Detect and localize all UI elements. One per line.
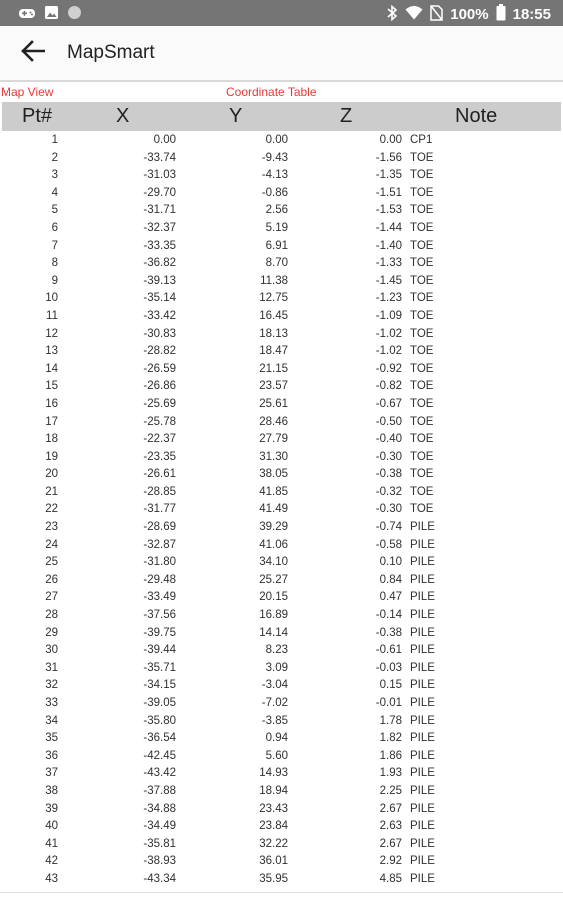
cell-x: -34.49 [143, 820, 176, 833]
table-row[interactable] [2, 132, 561, 150]
cell-note: PILE [410, 820, 435, 833]
table-row[interactable] [2, 396, 561, 414]
cell-note: TOE [410, 309, 434, 322]
cell-x: -33.42 [143, 309, 176, 322]
cell-x: -34.15 [143, 679, 176, 692]
cell-x: -39.13 [143, 274, 176, 287]
cell-z: 1.86 [379, 749, 402, 762]
cell-pt: 33 [45, 697, 58, 709]
cell-x: -39.05 [143, 697, 176, 709]
cell-note: PILE [410, 626, 435, 639]
cell-y: -4.13 [261, 169, 288, 182]
cell-pt: 19 [45, 450, 58, 463]
table-row[interactable] [2, 537, 561, 555]
cell-y: 39.29 [259, 521, 288, 534]
bottom-divider [0, 892, 563, 893]
cell-x: -23.35 [143, 450, 176, 463]
cell-pt: 7 [51, 239, 58, 252]
cell-z: -1.56 [375, 151, 402, 164]
cell-pt: 21 [45, 485, 58, 498]
cell-note: TOE [410, 186, 434, 199]
cell-z: 0.00 [379, 134, 402, 146]
cell-z: -1.45 [375, 274, 402, 287]
cell-note: PILE [410, 573, 435, 586]
cell-y: 31.30 [259, 450, 288, 463]
cell-x: -31.80 [143, 556, 176, 569]
cell-z: -1.44 [375, 221, 402, 234]
cell-z: -0.67 [375, 397, 402, 410]
cell-x: -35.71 [143, 661, 176, 674]
cell-z: -1.51 [375, 186, 402, 199]
cell-note: PILE [410, 802, 435, 815]
cell-z: -0.38 [375, 468, 402, 481]
cell-y: 0.94 [265, 732, 288, 745]
cell-x: -32.37 [143, 221, 176, 234]
cell-z: 2.92 [379, 855, 402, 868]
cell-y: 16.45 [259, 309, 288, 322]
cell-x: -39.44 [143, 644, 176, 657]
header-z: Z [340, 105, 353, 127]
cell-pt: 22 [45, 503, 58, 516]
cell-pt: 40 [45, 820, 58, 833]
no-sim-icon [430, 5, 443, 25]
cell-y: -3.85 [261, 714, 288, 727]
bluetooth-icon [386, 5, 398, 25]
cell-pt: 14 [45, 362, 58, 375]
cell-pt: 30 [45, 644, 58, 657]
cell-x: 0.00 [153, 134, 176, 146]
cell-y: 0.00 [265, 134, 288, 146]
gamepad-icon [18, 6, 36, 25]
cell-pt: 23 [45, 521, 58, 534]
cell-note: TOE [410, 151, 434, 164]
cell-pt: 2 [51, 151, 58, 164]
cell-note: TOE [410, 433, 434, 446]
cell-x: -35.14 [143, 292, 176, 305]
cell-note: CP1 [410, 134, 433, 146]
status-bar-system [386, 4, 551, 25]
cell-note: TOE [410, 239, 434, 252]
cell-pt: 11 [46, 309, 58, 322]
cell-z: -1.09 [375, 309, 402, 322]
table-row[interactable] [2, 238, 561, 256]
cell-y: 8.23 [265, 644, 288, 657]
cell-z: 0.47 [379, 591, 402, 604]
cell-z: -0.50 [375, 415, 402, 428]
cell-y: 38.05 [259, 468, 288, 481]
cell-z: 2.63 [379, 820, 402, 833]
cell-y: 23.57 [259, 380, 288, 393]
cell-pt: 31 [45, 661, 58, 674]
battery-percent: 100% [450, 6, 489, 23]
cell-x: -28.69 [143, 521, 176, 534]
cell-pt: 36 [45, 749, 58, 762]
cell-z: -0.58 [375, 538, 402, 551]
cell-z: 1.82 [379, 732, 402, 745]
cell-y: 14.14 [259, 626, 288, 639]
cell-x: -33.74 [143, 151, 176, 164]
cell-z: -1.33 [375, 257, 402, 270]
cell-pt: 24 [45, 538, 58, 551]
table-row[interactable] [2, 167, 561, 185]
cell-x: -29.48 [143, 573, 176, 586]
cell-note: PILE [410, 556, 435, 569]
cell-x: -34.88 [143, 802, 176, 815]
cell-pt: 3 [51, 169, 58, 182]
table-row[interactable] [2, 818, 561, 836]
cell-note: TOE [410, 485, 434, 498]
table-row[interactable] [2, 185, 561, 203]
cell-x: -25.78 [143, 415, 176, 428]
cell-note: PILE [410, 538, 435, 551]
cell-x: -35.80 [143, 714, 176, 727]
cell-x: -42.45 [143, 749, 176, 762]
cell-z: -1.40 [375, 239, 402, 252]
cell-pt: 28 [45, 609, 58, 622]
cell-y: 3.09 [265, 661, 288, 674]
cell-pt: 27 [45, 591, 58, 604]
cell-note: PILE [410, 644, 435, 657]
table-row[interactable] [2, 677, 561, 695]
cell-pt: 41 [45, 837, 58, 850]
cell-y: 36.01 [259, 855, 288, 868]
cell-y: 35.95 [259, 872, 288, 885]
table-row[interactable] [2, 783, 561, 801]
cell-note: PILE [410, 837, 435, 850]
circle-icon [67, 5, 82, 25]
cell-y: 41.49 [259, 503, 288, 516]
table-row[interactable] [2, 501, 561, 519]
header-x: X [116, 105, 130, 127]
cell-z: -0.14 [375, 609, 402, 622]
cell-x: -43.34 [143, 872, 176, 885]
cell-pt: 20 [45, 468, 58, 481]
tab-map-view[interactable]: Map View [1, 85, 54, 99]
cell-note: PILE [410, 591, 435, 604]
cell-y: 14.93 [259, 767, 288, 780]
cell-note: PILE [410, 609, 435, 622]
cell-y: 27.79 [259, 433, 288, 446]
cell-y: 18.94 [259, 784, 288, 797]
cell-note: TOE [410, 345, 434, 358]
table-row[interactable] [2, 572, 561, 590]
cell-z: -0.30 [375, 450, 402, 463]
table-row[interactable] [2, 449, 561, 467]
cell-z: -1.02 [375, 327, 402, 340]
cell-z: 2.25 [379, 784, 402, 797]
app-bar-divider [0, 80, 563, 82]
cell-pt: 5 [51, 204, 58, 217]
cell-note: TOE [410, 204, 434, 217]
cell-y: 5.60 [265, 749, 288, 762]
table-row[interactable] [2, 343, 561, 361]
cell-z: -0.32 [375, 485, 402, 498]
table-row[interactable] [2, 730, 561, 748]
table-header [2, 102, 561, 131]
cell-note: PILE [410, 521, 435, 534]
cell-pt: 16 [45, 397, 58, 410]
cell-x: -35.81 [143, 837, 176, 850]
cell-z: -0.30 [375, 503, 402, 516]
cell-y: 8.70 [265, 257, 288, 270]
view-switcher [0, 85, 563, 101]
cell-note: TOE [410, 292, 434, 305]
arrow-back-icon [21, 40, 45, 67]
cell-x: -22.37 [143, 433, 176, 446]
cell-z: -0.82 [375, 380, 402, 393]
cell-y: 11.38 [260, 274, 288, 287]
cell-note: TOE [410, 450, 434, 463]
cell-pt: 35 [45, 732, 58, 745]
back-button[interactable] [16, 38, 50, 68]
cell-note: TOE [410, 503, 434, 516]
cell-z: 1.93 [379, 767, 402, 780]
status-bar-notifications [18, 5, 82, 25]
cell-note: TOE [410, 415, 434, 428]
cell-x: -43.42 [143, 767, 176, 780]
cell-note: TOE [410, 169, 434, 182]
table-row[interactable] [2, 607, 561, 625]
cell-pt: 4 [51, 186, 58, 199]
cell-note: PILE [410, 661, 435, 674]
cell-pt: 10 [45, 292, 58, 305]
cell-pt: 9 [51, 274, 58, 287]
cell-x: -36.54 [143, 732, 176, 745]
cell-note: PILE [410, 697, 435, 709]
table-row[interactable] [2, 871, 561, 889]
cell-x: -28.85 [143, 485, 176, 498]
cell-z: 0.15 [379, 679, 402, 692]
table-row[interactable] [2, 801, 561, 819]
cell-pt: 32 [45, 679, 58, 692]
cell-y: 6.91 [265, 239, 288, 252]
cell-x: -32.87 [143, 538, 176, 551]
cell-y: 34.10 [259, 556, 288, 569]
cell-z: -1.23 [375, 292, 402, 305]
cell-x: -30.83 [143, 327, 176, 340]
cell-pt: 18 [45, 433, 58, 446]
cell-y: -3.04 [261, 679, 288, 692]
table-row[interactable] [2, 308, 561, 326]
cell-note: PILE [410, 872, 435, 885]
cell-pt: 39 [45, 802, 58, 815]
table-row[interactable] [2, 431, 561, 449]
table-row[interactable] [2, 748, 561, 766]
cell-note: TOE [410, 362, 434, 375]
cell-x: -28.82 [143, 345, 176, 358]
cell-z: -0.40 [375, 433, 402, 446]
table-row[interactable] [2, 660, 561, 678]
table-row[interactable] [2, 378, 561, 396]
table-row[interactable] [2, 695, 561, 713]
cell-note: TOE [410, 274, 434, 287]
table-row[interactable] [2, 255, 561, 273]
status-bar [0, 0, 563, 26]
cell-x: -39.75 [143, 626, 176, 639]
cell-note: TOE [410, 327, 434, 340]
cell-z: 4.85 [379, 872, 402, 885]
cell-pt: 26 [45, 573, 58, 586]
header-pt: Pt# [22, 105, 53, 127]
table-row[interactable] [2, 642, 561, 660]
header-note: Note [455, 105, 498, 127]
cell-y: 41.85 [259, 485, 288, 498]
cell-x: -31.03 [143, 169, 176, 182]
table-row[interactable] [2, 625, 561, 643]
table-row[interactable] [2, 273, 561, 291]
table-row[interactable] [2, 484, 561, 502]
cell-pt: 15 [45, 380, 58, 393]
cell-pt: 6 [51, 221, 58, 234]
table-row[interactable] [2, 713, 561, 731]
image-icon [44, 5, 59, 25]
cell-note: TOE [410, 221, 434, 234]
cell-z: -0.92 [375, 362, 402, 375]
cell-pt: 12 [45, 327, 58, 340]
cell-x: -37.56 [143, 609, 176, 622]
cell-y: 5.19 [265, 221, 288, 234]
cell-x: -29.70 [143, 186, 176, 199]
cell-pt: 1 [51, 134, 58, 146]
cell-pt: 38 [45, 784, 58, 797]
cell-note: TOE [410, 468, 434, 481]
cell-x: -36.82 [143, 257, 176, 270]
wifi-icon [405, 5, 423, 24]
cell-pt: 29 [45, 626, 58, 639]
cell-note: TOE [410, 397, 434, 410]
cell-x: -25.69 [143, 397, 176, 410]
cell-y: -9.43 [261, 151, 288, 164]
cell-x: -31.71 [143, 204, 176, 217]
cell-z: 2.67 [379, 837, 402, 850]
coordinate-table[interactable] [2, 132, 561, 892]
table-row[interactable] [2, 589, 561, 607]
cell-pt: 8 [51, 257, 58, 270]
cell-pt: 25 [45, 556, 58, 569]
cell-z: 1.78 [379, 714, 402, 727]
tab-coordinate-table[interactable]: Coordinate Table [226, 85, 317, 99]
header-y: Y [229, 105, 243, 127]
table-row[interactable] [2, 326, 561, 344]
cell-note: TOE [410, 257, 434, 270]
cell-note: PILE [410, 679, 435, 692]
cell-pt: 13 [45, 345, 58, 358]
cell-y: 2.56 [265, 204, 288, 217]
cell-z: 0.10 [379, 556, 402, 569]
cell-y: 25.61 [259, 397, 288, 410]
cell-y: 28.46 [259, 415, 288, 428]
table-row[interactable] [2, 290, 561, 308]
cell-z: -0.74 [375, 521, 402, 534]
table-row[interactable] [2, 765, 561, 783]
cell-y: 25.27 [259, 573, 288, 586]
cell-x: -26.86 [143, 380, 176, 393]
cell-z: -0.03 [375, 661, 402, 674]
cell-y: 12.75 [259, 292, 288, 305]
cell-pt: 42 [45, 855, 58, 868]
table-row[interactable] [2, 554, 561, 572]
cell-y: -0.86 [261, 186, 288, 199]
cell-y: 23.84 [259, 820, 288, 833]
cell-note: PILE [410, 714, 435, 727]
cell-y: 20.15 [259, 591, 288, 604]
cell-x: -37.88 [143, 784, 176, 797]
table-row[interactable] [2, 202, 561, 220]
cell-z: -0.38 [375, 626, 402, 639]
cell-x: -26.59 [143, 362, 176, 375]
cell-note: PILE [410, 732, 435, 745]
cell-z: 2.67 [379, 802, 402, 815]
cell-z: -1.02 [375, 345, 402, 358]
table-row[interactable] [2, 150, 561, 168]
cell-pt: 34 [45, 714, 58, 727]
cell-x: -31.77 [143, 503, 176, 516]
cell-pt: 43 [45, 872, 58, 885]
cell-z: 0.84 [379, 573, 402, 586]
cell-y: -7.02 [261, 697, 288, 709]
cell-z: -0.61 [375, 644, 402, 657]
app-bar [0, 26, 563, 80]
cell-note: PILE [410, 767, 435, 780]
cell-y: 16.89 [259, 609, 288, 622]
table-row[interactable] [2, 220, 561, 238]
cell-y: 18.47 [259, 345, 288, 358]
cell-pt: 37 [45, 767, 58, 780]
table-row[interactable] [2, 853, 561, 871]
cell-z: -1.53 [375, 204, 402, 217]
table-row[interactable] [2, 466, 561, 484]
cell-y: 41.06 [259, 538, 288, 551]
cell-z: -1.35 [375, 169, 402, 182]
cell-pt: 17 [45, 415, 58, 428]
cell-y: 18.13 [259, 327, 288, 340]
table-row[interactable] [2, 414, 561, 432]
table-row[interactable] [2, 361, 561, 379]
cell-y: 23.43 [259, 802, 288, 815]
cell-x: -33.35 [143, 239, 176, 252]
cell-y: 32.22 [259, 837, 288, 850]
cell-x: -33.49 [143, 591, 176, 604]
cell-note: PILE [410, 855, 435, 868]
cell-x: -26.61 [143, 468, 176, 481]
cell-note: PILE [410, 784, 435, 797]
cell-x: -38.93 [143, 855, 176, 868]
cell-note: PILE [410, 749, 435, 762]
clock: 18:55 [512, 6, 551, 23]
cell-z: -0.01 [375, 697, 402, 709]
app-title: MapSmart [67, 42, 155, 63]
battery-icon [496, 4, 506, 25]
cell-note: TOE [410, 380, 434, 393]
table-row[interactable] [2, 519, 561, 537]
table-row[interactable] [2, 836, 561, 854]
cell-y: 21.15 [259, 362, 288, 375]
